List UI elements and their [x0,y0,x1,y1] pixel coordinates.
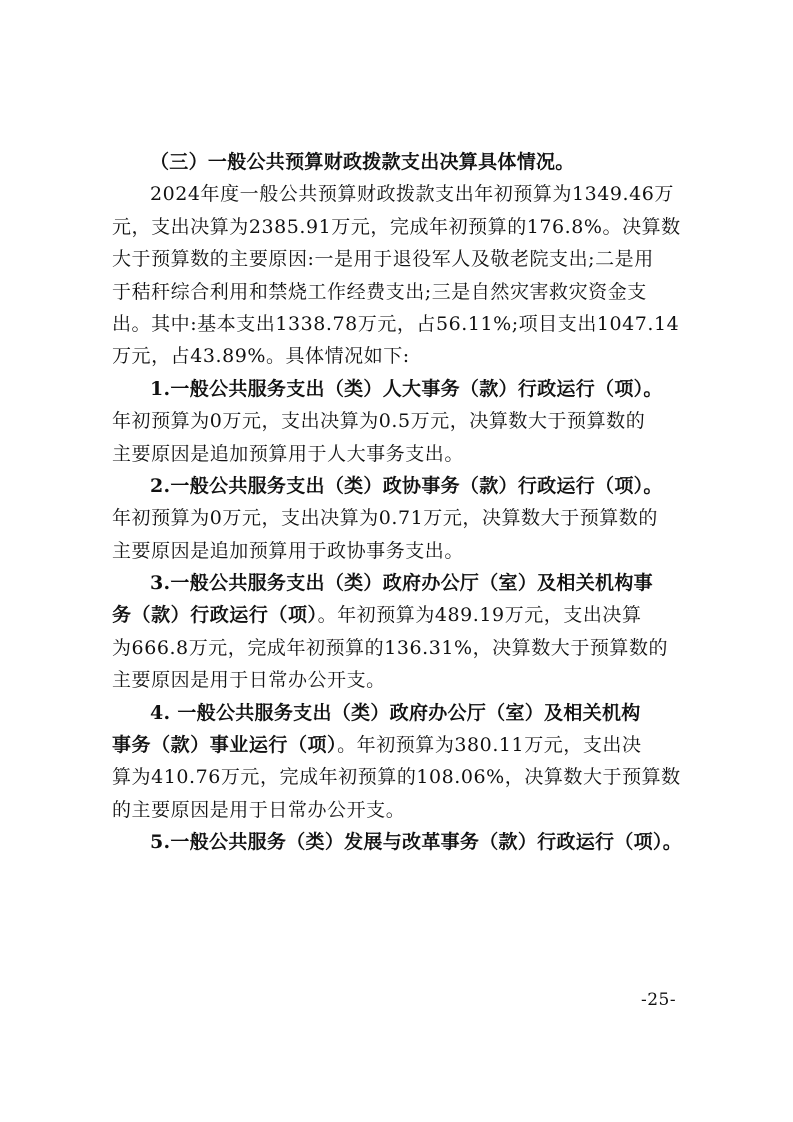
item-3-heading-continued: 务（款）行政运行（项） [112,604,318,627]
item-1-line: 年初预算为0万元，支出决算为0.5万元，决算数大于预算数的 [112,410,646,433]
item-3-line: 为666.8万元，完成年初预算的136.31%，决算数大于预算数的 [112,636,669,659]
intro-line: 2024年度一般公共预算财政拨款支出年初预算为1349.46万 [150,183,674,206]
item-4-mixed-line [112,729,698,761]
item-4-line: 的主要原因是用于日常办公开支。 [112,798,406,821]
intro-line: 万元，占43.89%。具体情况如下: [112,345,410,368]
page-number: -25- [641,990,677,1010]
item-1-line: 主要原因是追加预算用于人大事务支出。 [112,442,464,465]
item-3-paragraph [112,567,698,697]
item-4-paragraph [112,697,698,827]
item-5-heading: 5.一般公共服务（类）发展与改革事务（款）行政运行（项）。 [150,831,683,854]
intro-line: 出。其中:基本支出1338.78万元，占56.11%;项目支出1047.14 [112,312,680,335]
intro-line: 元，支出决算为2385.91万元，完成年初预算的176.8%。决算数 [112,215,681,238]
item-3-text: 。年初预算为489.19万元，支出决算 [317,604,642,627]
item-4-line: 算为410.76万元，完成年初预算的108.06%，决算数大于预算数 [112,766,681,789]
intro-line: 大于预算数的主要原因:一是用于退役军人及敬老院支出;二是用 [112,248,654,271]
item-4-heading-continued: 事务（款）事业运行（项） [112,734,338,757]
item-3-mixed-line [112,599,698,631]
item-3-line: 主要原因是用于日常办公开支。 [112,669,386,692]
item-5-paragraph [112,826,698,858]
intro-line: 于秸秆综合利用和禁烧工作经费支出;三是自然灾害救灾资金支 [112,280,647,303]
item-1-heading: 1.一般公共服务支出（类）人大事务（款）行政运行（项）。 [150,377,663,400]
item-2-heading: 2.一般公共服务支出（类）政协事务（款）行政运行（项）。 [150,474,663,497]
page-body [112,146,698,859]
section-title: （三）一般公共预算财政拨款支出决算具体情况。 [150,151,575,173]
item-2-line: 年初预算为0万元，支出决算为0.71万元，决算数大于预算数的 [112,507,658,530]
item-3-heading: 3.一般公共服务支出（类）政府办公厅（室）及相关机构事 [150,572,653,595]
item-2-paragraph [112,470,698,567]
item-4-text: 。年初预算为380.11万元，支出决 [337,734,642,757]
item-2-line: 主要原因是追加预算用于政协事务支出。 [112,539,464,562]
item-4-heading: 4. 一般公共服务支出（类）政府办公厅（室）及相关机构 [150,701,641,724]
item-1-paragraph [112,373,698,470]
intro-paragraph [112,178,698,372]
